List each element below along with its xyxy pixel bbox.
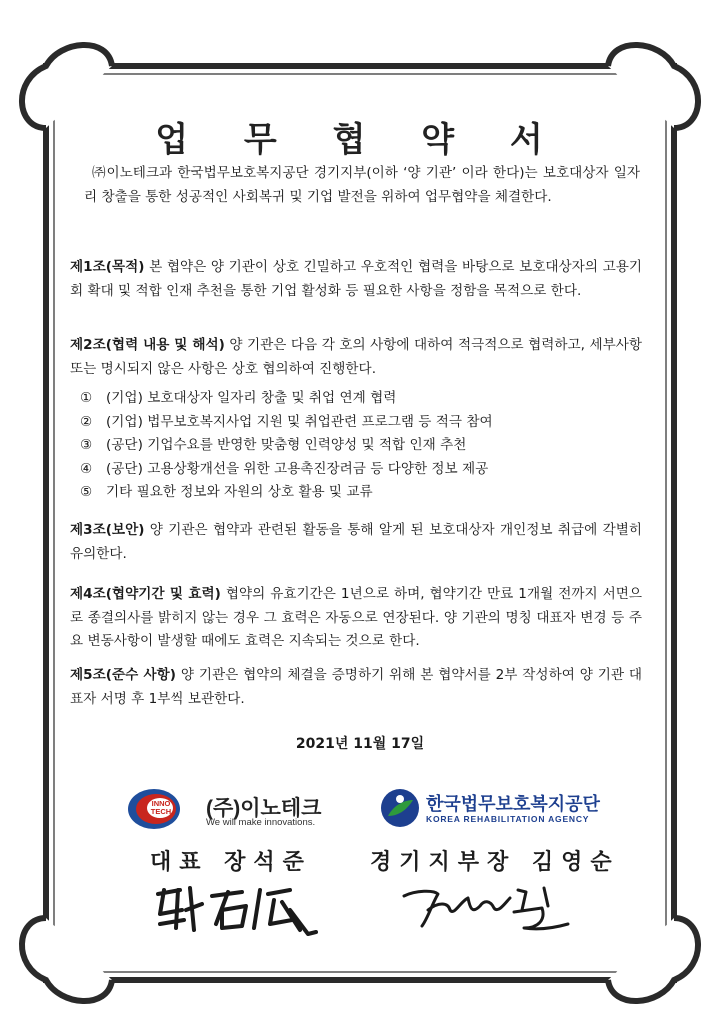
corner-ornament-bottom-left — [22, 918, 112, 1001]
article-body: 양 기관은 다음 각 호의 사항에 대하여 적극적으로 협력하고, 세부사항 또는 명시되지 않은 사항은 상호 협의하여 진행한다. — [70, 337, 643, 377]
agency-name: 한국법무보호복지공단 — [426, 794, 600, 814]
agreement-date: 2021년 11월 17일 — [295, 736, 425, 752]
article-body: 양 기관은 협약과 관련된 활동을 통해 알게 된 보호대상자 개인정보 취급에 각별히 유의한다. — [70, 522, 642, 562]
article-body: 협약의 유효기간은 1년으로 하며, 협약기간 만료 1개월 전까지 서면으로 종결의사를 밝히지 않는 경우 그 효력은 자동으로 연장된다. 양 기관의 명칭 대표자 변경 등 주요 변동사항이 발생할 때에도 효력은 지속되는 것으로 한다. — [70, 586, 642, 649]
innotech-emblem-icon — [126, 786, 186, 832]
logo-badge-line1: INNO — [151, 799, 171, 808]
left-signature-image — [150, 880, 320, 940]
article-1 — [70, 256, 642, 303]
article-heading: 제5조(준수 사항) — [70, 667, 176, 683]
agency-emblem-icon — [380, 788, 420, 828]
logo-badge-line2: TECH — [150, 807, 172, 816]
cooperation-item-list — [80, 387, 640, 505]
article-2 — [70, 334, 642, 381]
list-item: ⑤ 기타 필요한 정보와 자원의 상호 활용 및 교류 — [80, 484, 373, 500]
agency-slogan: KOREA REHABILITATION AGENCY — [426, 814, 590, 824]
left-representative: 대표 장석준 — [150, 849, 312, 875]
list-item: ② (기업) 법무보호복지사업 지원 및 취업관련 프로그램 등 적극 참여 — [80, 413, 493, 430]
list-item: ③ (공단) 기업수요를 반영한 맞춤형 인력양성 및 적합 인재 추천 — [80, 437, 467, 453]
agency-logo — [380, 786, 600, 834]
document-title: 업 무 협 약 서 — [155, 120, 565, 160]
list-item: ① (기업) 보호대상자 일자리 창출 및 취업 연계 협력 — [80, 390, 397, 406]
corner-ornament-bottom-right — [608, 918, 698, 1001]
article-heading: 제3조(보안) — [70, 522, 145, 538]
right-representative: 경기지부장 김영순 — [370, 849, 620, 875]
innotech-logo — [126, 786, 336, 834]
innotech-slogan: We will make innovations. — [206, 817, 316, 828]
article-5 — [70, 664, 642, 711]
innotech-name: (주)이노테크 — [206, 797, 322, 820]
article-body: 양 기관은 협약의 체결을 증명하기 위해 본 협약서를 2부 작성하여 양 기관 대표자 서명 후 1부씩 보관한다. — [70, 667, 642, 707]
article-3 — [70, 519, 642, 566]
right-signature-image — [398, 880, 578, 936]
article-body: 본 협약은 양 기관이 상호 긴밀하고 우호적인 협력을 바탕으로 보호대상자의 고용기회 확대 및 적합 인재 추천을 통한 기업 활성화 등 필요한 사항을 정함을 목적으로 한다. — [70, 259, 642, 299]
article-heading: 제4조(협약기간 및 효력) — [70, 586, 221, 602]
list-item: ④ (공단) 고용상황개선을 위한 고용촉진장려금 등 다양한 정보 제공 — [80, 460, 489, 477]
article-heading: 제1조(목적) — [70, 259, 145, 275]
intro-paragraph: ㈜이노테크과 한국법무보호복지공단 경기지부(이하 ‘양 기관’ 이라 한다)는 보호대상자 일자리 창출을 통한 성공적인 사회복귀 및 기업 발전을 위하여 업무협약을 체결한다. — [84, 165, 640, 205]
article-heading: 제2조(협력 내용 및 해석) — [70, 337, 225, 353]
article-4 — [70, 583, 642, 654]
